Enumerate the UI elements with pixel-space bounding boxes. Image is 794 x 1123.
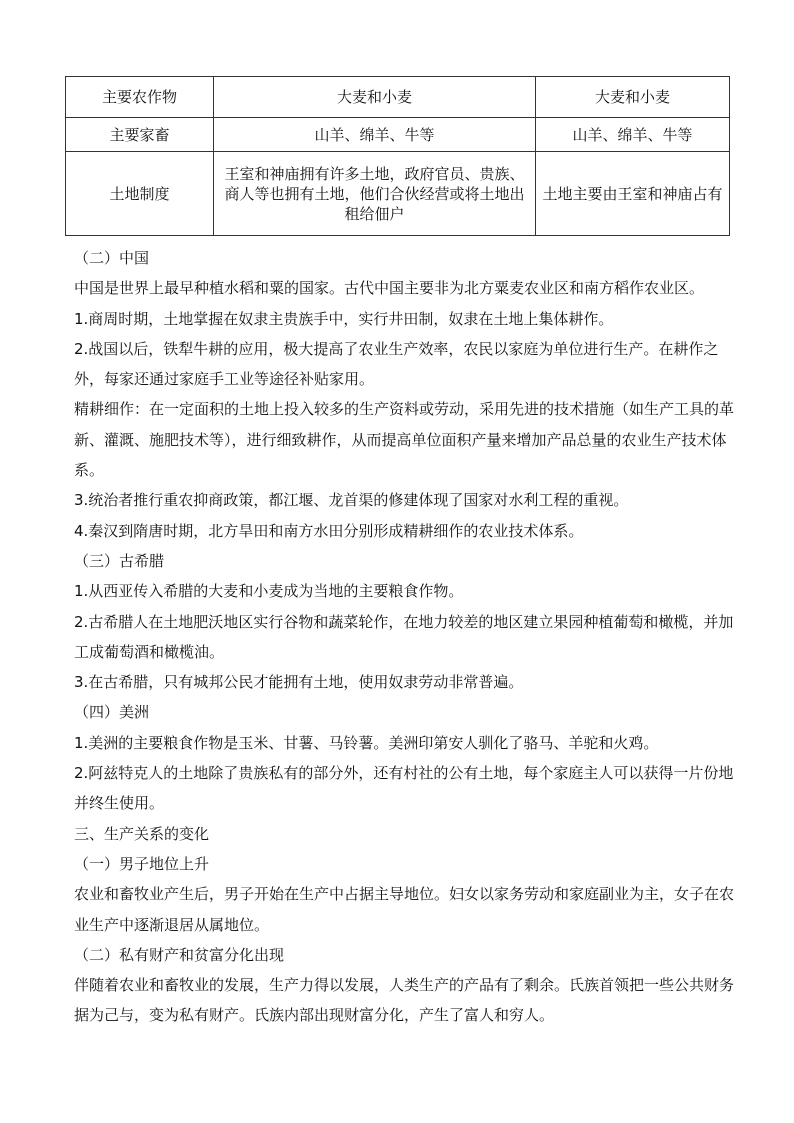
paragraph: 4.秦汉到隋唐时期，北方旱田和南方水田分别形成精耕细作的农业技术体系。 [74, 521, 584, 540]
table-row [66, 118, 730, 152]
table-cell: 山羊、绵羊、牛等 [536, 118, 730, 152]
paragraph: 2.战国以后，铁犁牛耕的应用，极大提高了农业生产效率，农民以家庭为单位进行生产。在耕作之外，每家还通过家庭手工业等途径补贴家用。 [74, 339, 719, 389]
table-row [66, 152, 730, 236]
paragraph: 伴随着农业和畜牧业的发展，生产力得以发展，人类生产的产品有了剩余。氏族首领把一些公共财务据为己与，变为私有财产。氏族内部出现财富分化，产生了富人和穷人。 [74, 976, 735, 1025]
paragraph: 3.在古希腊，只有城邦公民才能拥有土地，使用奴隶劳动非常普遍。 [74, 673, 524, 692]
section-heading-greece: （三）古希腊 [74, 551, 165, 570]
paragraph: 1.商周时期，土地掌握在奴隶主贵族手中，实行井田制，奴隶在土地上集体耕作。 [74, 309, 614, 328]
row-label: 主要农作物 [66, 77, 214, 118]
table-row [66, 77, 730, 118]
definition-paragraph: 精耕细作：在一定面积的土地上投入较多的生产资料或劳动，采用先进的技术措施（如生产工具的革新、灌溉、施肥技术等），进行细致耕作，从而提高单位面积产量来增加产品总量的农业生产技术体系。 [74, 400, 735, 480]
paragraph: 1.美洲的主要粮食作物是玉米、甘薯、马铃薯。美洲印第安人驯化了骆马、羊驼和火鸡。 [74, 733, 659, 752]
crop-comparison-table [65, 76, 730, 236]
paragraph: 农业和畜牧业产生后，男子开始在生产中占据主导地位。妇女以家务劳动和家庭副业为主，女子在农业生产中逐渐退居从属地位。 [74, 885, 735, 934]
subsection-heading: （一）男子地位上升 [74, 854, 210, 873]
section-heading-3: 三、生产关系的变化 [74, 824, 210, 843]
body-text [74, 243, 734, 1031]
table-cell: 王室和神庙拥有许多土地，政府官员、贵族、商人等也拥有土地，他们合伙经营或将土地出租给佃户 [214, 152, 536, 236]
paragraph: 2.古希腊人在土地肥沃地区实行谷物和蔬菜轮作，在地力较差的地区建立果园种植葡萄和橄榄，并加工成葡萄酒和橄榄油。 [74, 612, 734, 661]
row-label: 主要家畜 [66, 118, 214, 152]
table-cell: 大麦和小麦 [536, 77, 730, 118]
paragraph: 1.从西亚传入希腊的大麦和小麦成为当地的主要粮食作物。 [74, 582, 464, 601]
table-cell: 大麦和小麦 [214, 77, 536, 118]
paragraph: 2.阿兹特克人的土地除了贵族私有的部分外，还有村社的公有土地，每个家庭主人可以获得一片份地并终生使用。 [74, 764, 734, 813]
paragraph: 中国是世界上最早种植水稻和粟的国家。古代中国主要非为北方粟麦农业区和南方稻作农业区。 [74, 279, 705, 298]
table-cell: 山羊、绵羊、牛等 [214, 118, 536, 152]
subsection-heading: （二）私有财产和贫富分化出现 [74, 945, 285, 964]
paragraph: 3.统治者推行重农抑商政策，都江堰、龙首渠的修建体现了国家对水利工程的重视。 [74, 491, 629, 510]
section-heading-america: （四）美洲 [74, 703, 150, 722]
row-label: 土地制度 [66, 152, 214, 236]
section-heading-china: （二）中国 [74, 249, 150, 267]
table-cell: 土地主要由王室和神庙占有 [536, 152, 730, 236]
